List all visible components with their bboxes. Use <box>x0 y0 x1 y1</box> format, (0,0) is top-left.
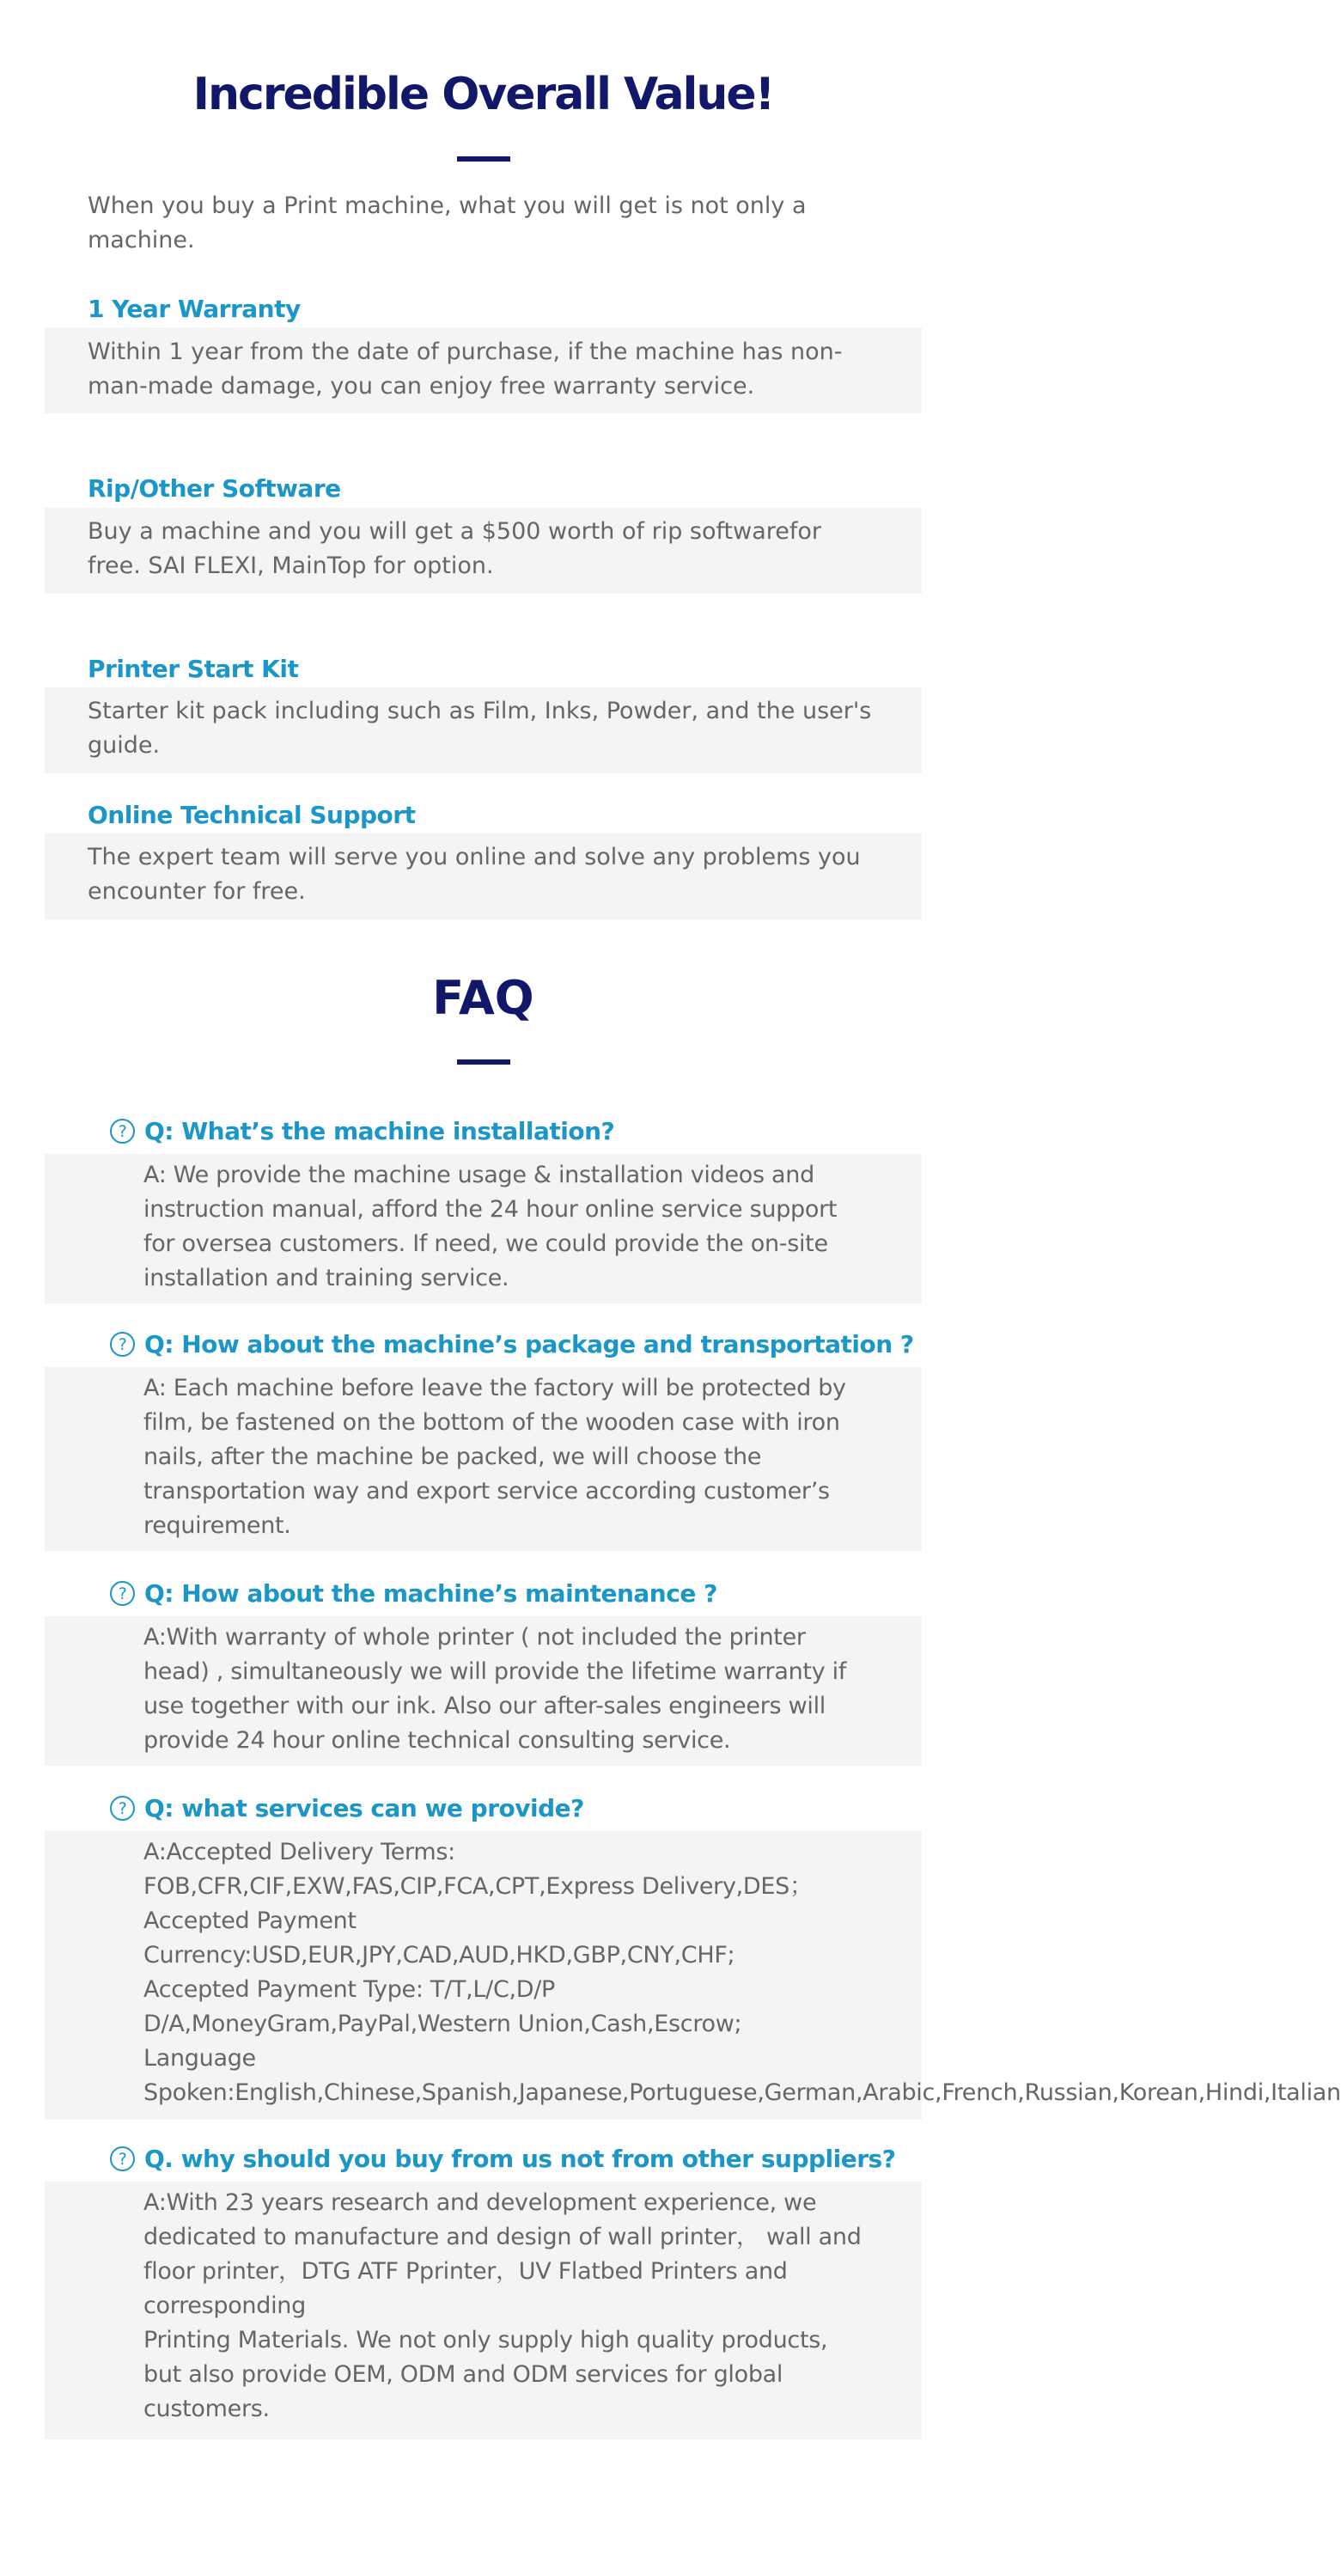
faq-question-package <box>110 1330 914 1358</box>
faq-question-installation <box>110 1117 614 1145</box>
faq-answer-text: A: We provide the machine usage & installation videos and instruction manual, afford the 24 hour online service support for oversea customers. If need, we could provide the on-site installation and training service. <box>143 1162 838 1291</box>
question-circle-icon: ? <box>110 1796 135 1821</box>
question-circle-icon: ? <box>110 1332 135 1357</box>
feature-text-support: The expert team will serve you online and solve any problems you encounter for free. <box>88 844 861 905</box>
title-divider <box>457 156 510 162</box>
feature-text-start-kit: Starter kit pack including such as Film, Inks, Powder, and the user's guide. <box>88 698 872 759</box>
value-intro-text: When you buy a Print machine, what you will get is not only a machine. <box>88 192 807 253</box>
faq-section-title: FAQ <box>432 971 534 1025</box>
faq-question-why-us <box>110 2145 895 2173</box>
faq-question-text: Q: what services can we provide? <box>144 1794 584 1822</box>
title-divider <box>457 1059 510 1065</box>
faq-question-text: Q: How about the machine’s maintenance ? <box>144 1579 717 1608</box>
feature-heading-warranty: 1 Year Warranty <box>88 295 301 323</box>
feature-text-warranty: Within 1 year from the date of purchase, if the machine has non-man-made damage, you can enjoy free warranty service. <box>88 339 843 400</box>
question-circle-icon: ? <box>110 1119 135 1144</box>
faq-question-text: Q. why should you buy from us not from other suppliers? <box>144 2145 896 2173</box>
faq-answer-text: A: Each machine before leave the factory will be protected by film, be fastened on the bottom of the wooden case with iron nails, after the machine be packed, we will choose the transportation way and export service according customer’s requirement. <box>143 1375 846 1539</box>
faq-answer-text: A:With warranty of whole printer ( not included the printer head) , simultaneously we will provide the lifetime warranty if use together with our ink. Also our after-sales engineers will provide 24 hour online technical consulting service. <box>143 1624 847 1754</box>
feature-heading-start-kit: Printer Start Kit <box>88 655 299 683</box>
faq-answer-text: A:Accepted Delivery Terms: FOB,CFR,CIF,EXW,FAS,CIP,FCA,CPT,Express Delivery,DES； Accepted Payment Currency:USD,EUR,JPY,CAD,AUD,HKD,GBP,CNY,CHF; Accepted Payment Type: T/T,L/C,D/P D/A,MoneyGram,PayPal,Western Union,Cash,Escrow; Language Spoken:English,Chinese,Spanish,Japanese,Portuguese,German,Arabic,French,Russian,Korean,Hindi,Italian <box>143 1839 1341 2106</box>
question-circle-icon: ? <box>110 1581 135 1606</box>
faq-question-maintenance <box>110 1579 717 1608</box>
feature-heading-support: Online Technical Support <box>88 801 416 829</box>
feature-text-software: Buy a machine and you will get a $500 worth of rip softwarefor free. SAI FLEXI, MainTop for option. <box>88 518 822 579</box>
faq-answer-text: A:With 23 years research and development experience, we dedicated to manufacture and design of wall printer， wall and floor printer，DTG ATF Pprinter，UV Flatbed Printers and corresponding Printing Materials. We not only supply high quality products, but also provide OEM, ODM and ODM services for global customers. <box>143 2189 862 2422</box>
feature-heading-software: Rip/Other Software <box>88 474 341 503</box>
value-section-title: Incredible Overall Value! <box>192 69 774 120</box>
faq-question-text: Q: How about the machine’s package and transportation ? <box>144 1330 914 1358</box>
question-circle-icon: ? <box>110 2146 135 2171</box>
faq-question-text: Q: What’s the machine installation? <box>144 1117 615 1145</box>
faq-question-services <box>110 1794 584 1822</box>
